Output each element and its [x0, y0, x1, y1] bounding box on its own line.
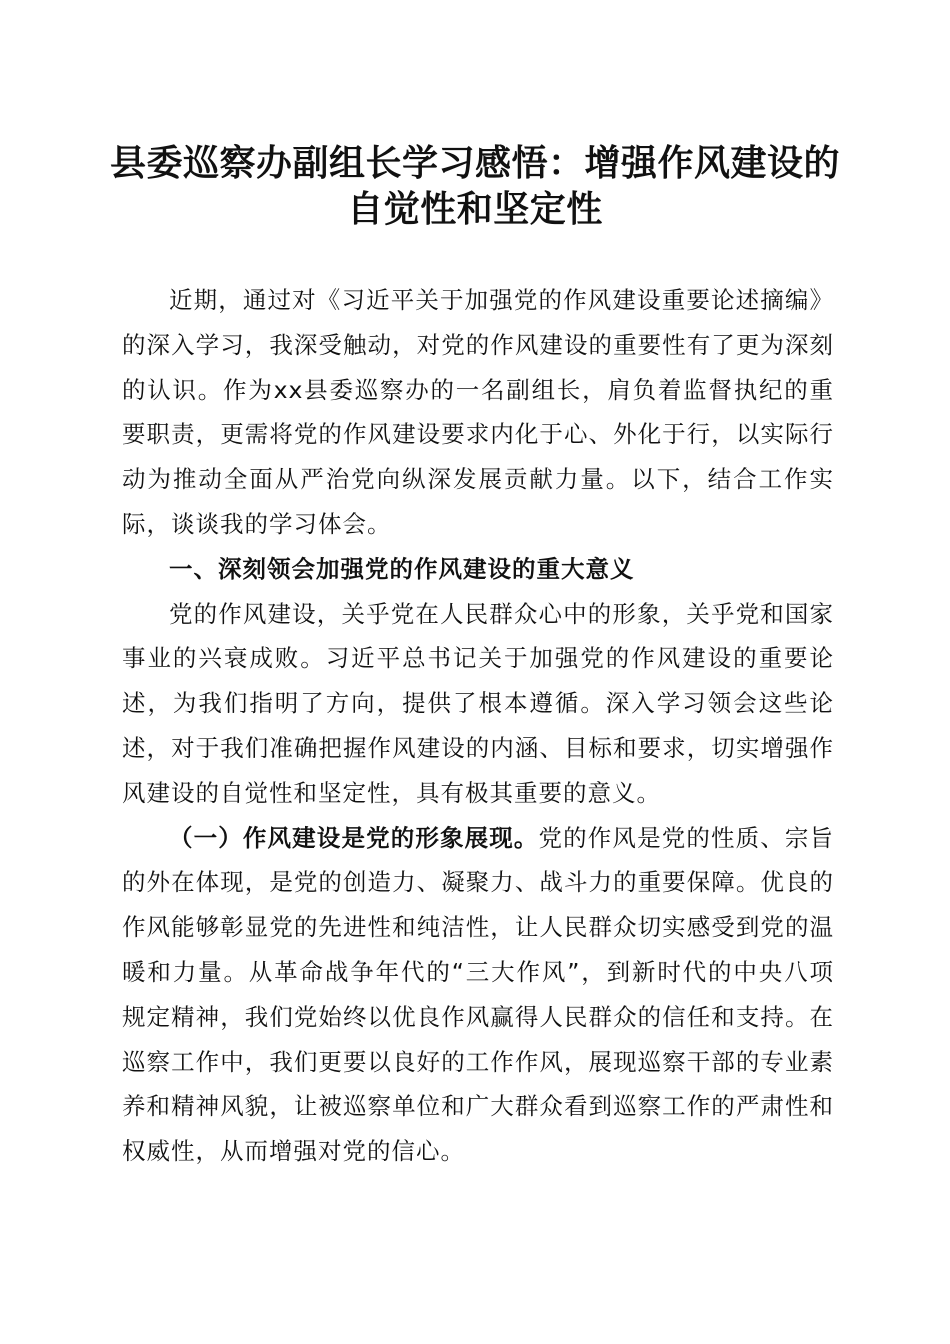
document-body: [122, 278, 834, 1174]
subsection-1-text: 党的作风是党的性质、宗旨的外在体现，是党的创造力、凝聚力、战斗力的重要保障。优良的作风能够彰显党的先进性和纯洁性，让人民群众切实感受到党的温暖和力量。从革命战争年代的“三大作风”，到新时代的中央八项规定精神，我们党始终以优良作风赢得人民群众的信任和支持。在巡察工作中，我们更要以良好的工作作风，展现巡察干部的专业素养和精神风貌，让被巡察单位和广大群众看到巡察工作的严肃性和权威性，从而增强对党的信心。: [122, 823, 835, 1166]
title-line-1: 县委巡察办副组长学习感悟：增强作风建设的: [109, 142, 840, 184]
section-1-paragraph: 党的作风建设，关乎党在人民群众心中的形象，关乎党和国家事业的兴衰成败。习近平总书记关于加强党的作风建设的重要论述，为我们指明了方向，提供了根本遵循。深入学习领会这些论述，对于我们准确把握作风建设的内涵、目标和要求，切实增强作风建设的自觉性和坚定性，具有极其重要的意义。: [122, 599, 834, 807]
document-title: [100, 140, 850, 232]
section-1-heading: 一、深刻领会加强党的作风建设的重大意义: [169, 554, 635, 583]
subsection-1-paragraph: [122, 816, 834, 1174]
subsection-1-lead: （一）作风建设是党的形象展现。: [169, 823, 539, 852]
title-line-2: 自觉性和坚定性: [347, 188, 603, 230]
intro-paragraph: 近期，通过对《习近平关于加强党的作风建设重要论述摘编》的深入学习，我深受触动，对党的作风建设的重要性有了更为深刻的认识。作为xx县委巡察办的一名副组长，肩负着监督执纪的重要职责，更需将党的作风建设要求内化于心、外化于行，以实际行动为推动全面从严治党向纵深发展贡献力量。以下，结合工作实际，谈谈我的学习体会。: [122, 286, 834, 538]
